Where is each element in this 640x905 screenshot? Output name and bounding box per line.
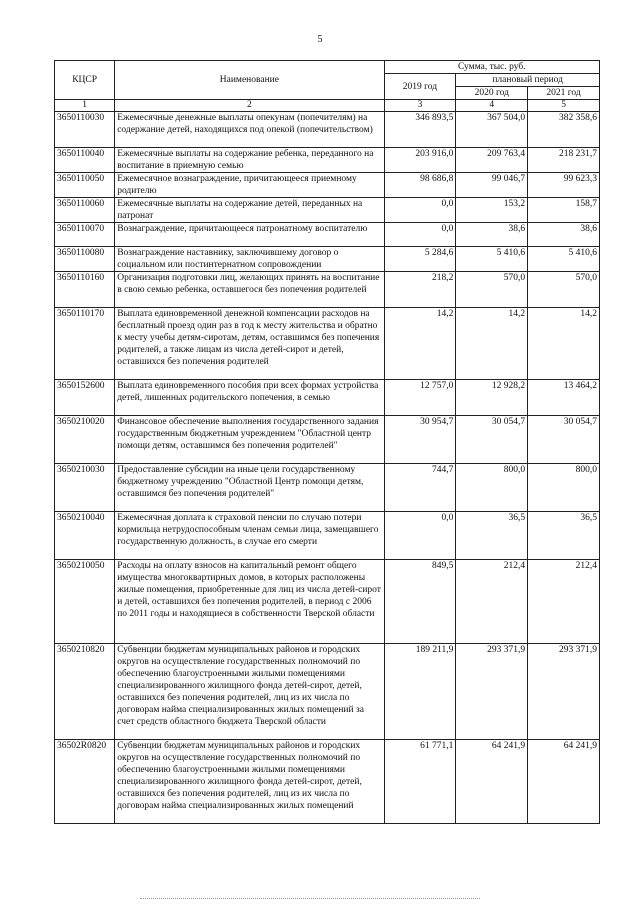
row-value-2019: 0,0 — [384, 512, 456, 560]
row-name: Субвенции бюджетам муниципальных районов и городских округов на осуществление государственных полномочий по обеспечению благоустроенными жилыми помещениями специализированного жилищного фонда детей-сирот, детей, оставшихся без попечения родителей, лиц из их числа по договорам найма специализированных жилых помещений за счет средств областного бюджета Тверской области — [115, 644, 384, 740]
row-value-2020: 30 054,7 — [456, 416, 528, 464]
row-name: Организация подготовки лиц, желающих принять на воспитание в свою семью ребенка, оставшегося без попечения родителей — [115, 272, 384, 308]
row-value-2020: 38,6 — [456, 223, 528, 247]
table-row — [55, 560, 600, 644]
page-number: 5 — [317, 34, 323, 45]
header-code: КЦСР — [55, 61, 115, 100]
row-value-2021: 64 241,9 — [528, 740, 600, 824]
row-value-2020: 212,4 — [456, 560, 528, 644]
column-index: 5 — [528, 100, 600, 112]
row-value-2019: 744,7 — [384, 464, 456, 512]
row-name: Ежемесячные выплаты на содержание ребенка, переданного на воспитание в приемную семью — [115, 148, 384, 173]
table-row — [55, 380, 600, 416]
row-value-2020: 14,2 — [456, 308, 528, 380]
row-value-2021: 212,4 — [528, 560, 600, 644]
row-code: 3650110080 — [55, 247, 115, 272]
row-value-2020: 293 371,9 — [456, 644, 528, 740]
row-value-2020: 209 763,4 — [456, 148, 528, 173]
row-code: 3650210050 — [55, 560, 115, 644]
row-code: 3650110160 — [55, 272, 115, 308]
row-name: Выплата единовременного пособия при всех формах устройства детей, лишенных родительского попечения, в семью — [115, 380, 384, 416]
row-code: 3650210820 — [55, 644, 115, 740]
header-sum: Сумма, тыс. руб. — [384, 61, 599, 74]
column-index: 2 — [115, 100, 384, 112]
row-value-2019: 203 916,0 — [384, 148, 456, 173]
row-name: Ежемесячные выплаты на содержание детей, переданных на патронат — [115, 198, 384, 223]
row-value-2021: 36,5 — [528, 512, 600, 560]
header-name: Наименование — [115, 61, 384, 100]
table-row — [55, 173, 600, 198]
row-value-2019: 30 954,7 — [384, 416, 456, 464]
table-row — [55, 512, 600, 560]
row-code: 3650110030 — [55, 112, 115, 148]
row-value-2021: 293 371,9 — [528, 644, 600, 740]
table-row — [55, 464, 600, 512]
row-value-2021: 800,0 — [528, 464, 600, 512]
table-row — [55, 416, 600, 464]
row-value-2020: 5 410,6 — [456, 247, 528, 272]
row-value-2020: 800,0 — [456, 464, 528, 512]
row-name: Выплата единовременной денежной компенсации расходов на бесплатный проезд один раз в год к месту жительства и обратно к месту учебы детям-сиротам, детям, оставшимся без попечения родителей, а также лицам из числа детей-сирот и детей, оставшихся без попечения родителей — [115, 308, 384, 380]
row-name: Вознаграждение наставнику, заключившему договор о социальном или постинтернатном сопровождении — [115, 247, 384, 272]
column-index-row — [55, 100, 600, 112]
row-value-2021: 14,2 — [528, 308, 600, 380]
table-row — [55, 644, 600, 740]
row-name: Расходы на оплату взносов на капитальный ремонт общего имущества многоквартирных домов, в которых расположены жилые помещения, приобретенные для лиц из числа детей-сирот и детей, оставшихся без попечения родителей, в период с 2006 по 2011 годы и находящиеся в собственности Тверской области — [115, 560, 384, 644]
row-value-2019: 14,2 — [384, 308, 456, 380]
row-value-2021: 570,0 — [528, 272, 600, 308]
row-code: 3650152600 — [55, 380, 115, 416]
row-value-2021: 218 231,7 — [528, 148, 600, 173]
header-year-2020: 2020 год — [456, 87, 528, 100]
table-row — [55, 223, 600, 247]
row-value-2020: 12 928,2 — [456, 380, 528, 416]
row-name: Ежемесячное вознаграждение, причитающееся приемному родителю — [115, 173, 384, 198]
table-row — [55, 198, 600, 223]
row-code: 3650110060 — [55, 198, 115, 223]
column-index: 3 — [384, 100, 456, 112]
row-name: Ежемесячная доплата к страховой пенсии по случаю потери кормильца нетрудоспособным членам семьи лица, замещавшего государственную должность, в случае его смерти — [115, 512, 384, 560]
row-value-2020: 570,0 — [456, 272, 528, 308]
row-value-2019: 849,5 — [384, 560, 456, 644]
row-value-2019: 98 686,8 — [384, 173, 456, 198]
table-row — [55, 247, 600, 272]
row-value-2020: 153,2 — [456, 198, 528, 223]
row-code: 3650210030 — [55, 464, 115, 512]
row-value-2020: 36,5 — [456, 512, 528, 560]
header-year-2021: 2021 год — [528, 87, 600, 100]
row-value-2019: 61 771,1 — [384, 740, 456, 824]
row-value-2019: 0,0 — [384, 198, 456, 223]
row-name: Вознаграждение, причитающееся патронатному воспитателю — [115, 223, 384, 247]
row-value-2021: 5 410,6 — [528, 247, 600, 272]
row-value-2019: 346 893,5 — [384, 112, 456, 148]
budget-table — [54, 60, 600, 824]
row-value-2020: 64 241,9 — [456, 740, 528, 824]
table-header — [55, 61, 600, 112]
table-row — [55, 308, 600, 380]
row-code: 3650210040 — [55, 512, 115, 560]
table-row — [55, 148, 600, 173]
table-body — [55, 112, 600, 824]
row-value-2019: 218,2 — [384, 272, 456, 308]
footer-line — [140, 898, 480, 901]
row-code: 3650110040 — [55, 148, 115, 173]
row-name: Субвенции бюджетам муниципальных районов и городских округов на осуществление государственных полномочий по обеспечению благоустроенными жилыми помещениями специализированного жилищного фонда детей-сирот, детей, оставшихся без попечения родителей, лиц из их числа по договорам найма специализированных жилых помещений — [115, 740, 384, 824]
column-index: 1 — [55, 100, 115, 112]
row-value-2020: 367 504,0 — [456, 112, 528, 148]
row-value-2019: 12 757,0 — [384, 380, 456, 416]
row-value-2021: 158,7 — [528, 198, 600, 223]
row-value-2021: 13 464,2 — [528, 380, 600, 416]
row-code: 36502R0820 — [55, 740, 115, 824]
row-value-2021: 30 054,7 — [528, 416, 600, 464]
row-value-2019: 5 284,6 — [384, 247, 456, 272]
row-value-2021: 99 623,3 — [528, 173, 600, 198]
header-planned-period: плановый период — [456, 74, 600, 87]
column-index: 4 — [456, 100, 528, 112]
row-value-2021: 382 358,6 — [528, 112, 600, 148]
row-value-2019: 0,0 — [384, 223, 456, 247]
row-value-2020: 99 046,7 — [456, 173, 528, 198]
table-row — [55, 740, 600, 824]
row-code: 3650110170 — [55, 308, 115, 380]
row-name: Ежемесячные денежные выплаты опекунам (попечителям) на содержание детей, находящихся под опекой (попечительством) — [115, 112, 384, 148]
table-row — [55, 112, 600, 148]
header-year-2019: 2019 год — [384, 74, 456, 100]
row-name: Предоставление субсидии на иные цели государственному бюджетному учреждению "Областной Центр помощи детям, оставшимся без попечения родителей" — [115, 464, 384, 512]
row-value-2019: 189 211,9 — [384, 644, 456, 740]
row-value-2021: 38,6 — [528, 223, 600, 247]
row-code: 3650210020 — [55, 416, 115, 464]
row-name: Финансовое обеспечение выполнения государственного задания государственным бюджетным учреждением "Областной центр помощи детям, оставшимся без попечения родителей" — [115, 416, 384, 464]
row-code: 3650110070 — [55, 223, 115, 247]
table-row — [55, 272, 600, 308]
row-code: 3650110050 — [55, 173, 115, 198]
